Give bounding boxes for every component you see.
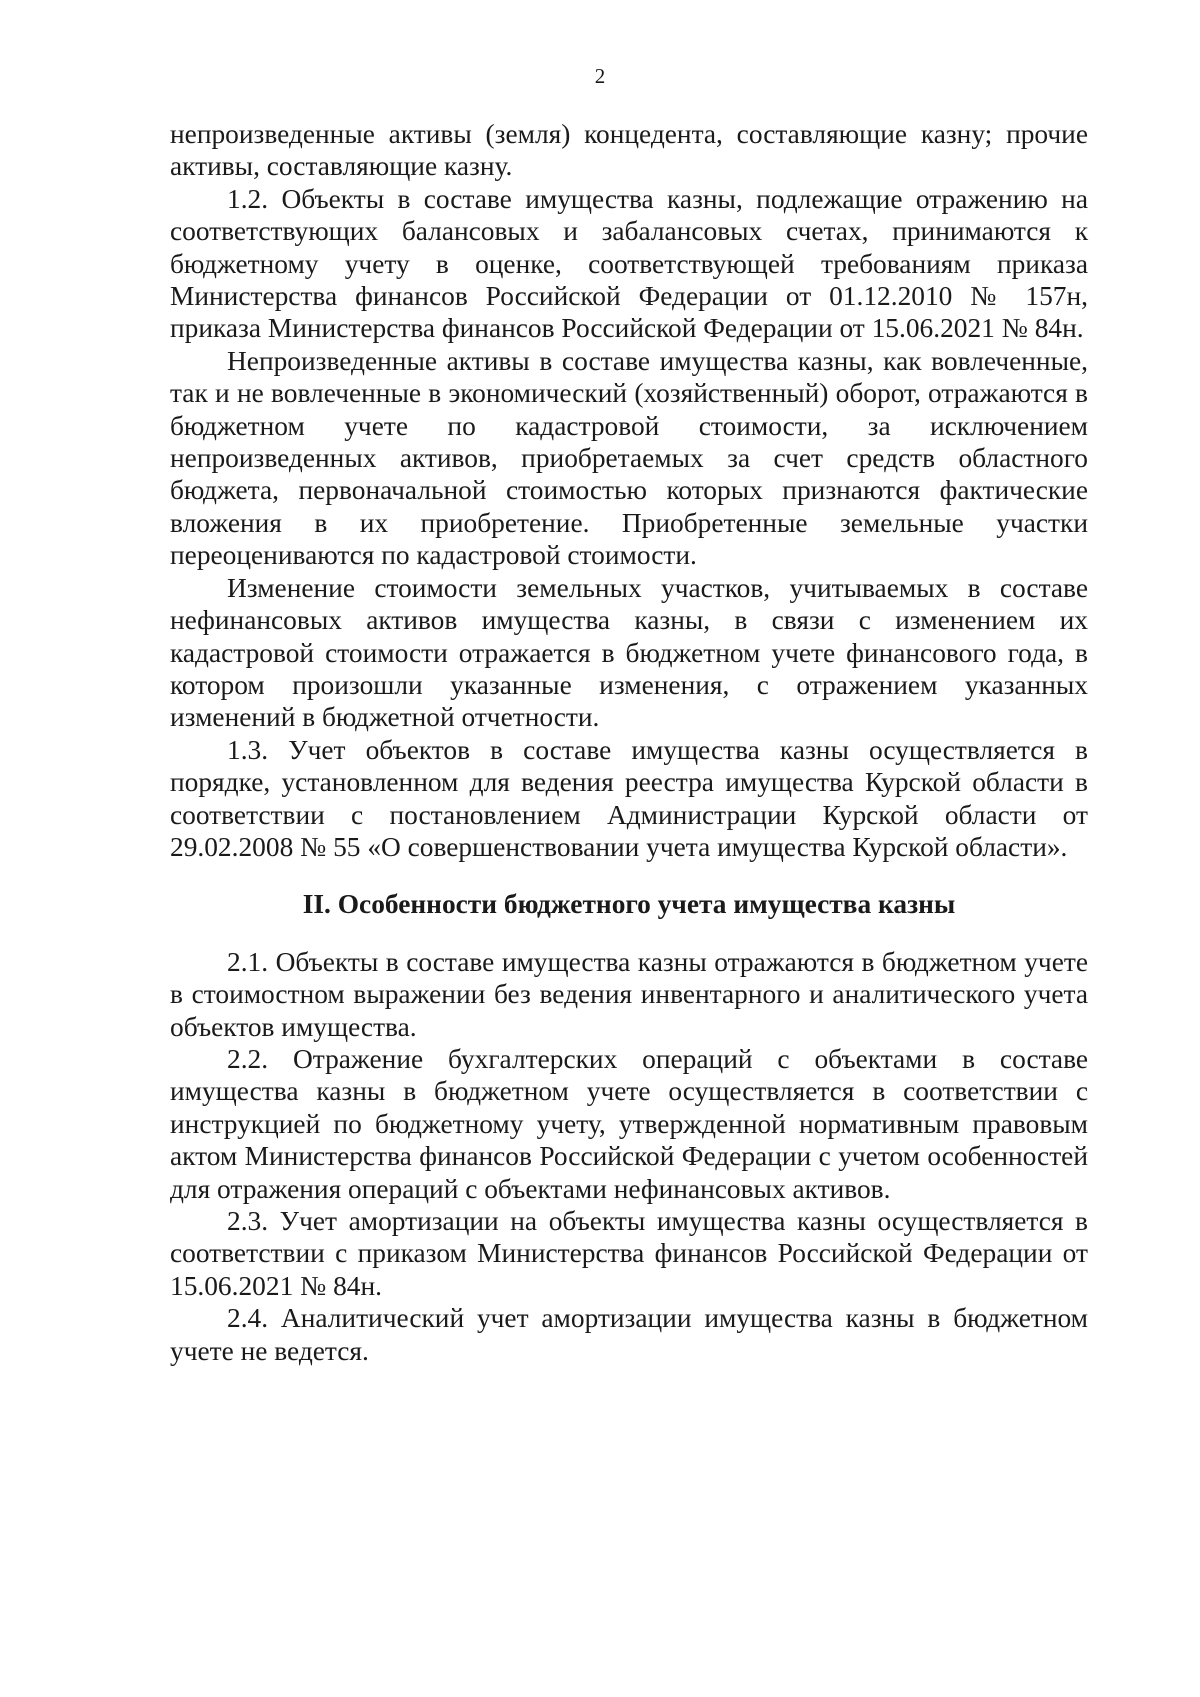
paragraph-2-3: 2.3. Учет амортизации на объекты имущества казны осуществляется в соответствии с приказом Министерства финансов Российской Федерации от 15.06.2021 № 84н. <box>170 1206 1088 1301</box>
paragraph-land-value-change: Изменение стоимости земельных участков, учитываемых в составе нефинансовых активов имущества казны, в связи с изменением их кадастровой стоимости отражается в бюджетном учете финансового года, в котором произошли указанные изменения, с отражением указанных изменений в бюджетной отчетности. <box>170 572 1088 733</box>
paragraph-1-2: 1.2. Объекты в составе имущества казны, подлежащие отражению на соответствующих балансовых и забалансовых счетах, принимаются к бюджетному учету в оценке, соответствующей требованиям приказа Министерства финансов Российской Федерации от 01.12.2010 № 157н, приказа Министерства финансов Российской Федерации от 15.06.2021 № 84н. <box>170 183 1088 344</box>
paragraph-non-produced-assets: Непроизведенные активы в составе имущества казны, как вовлеченные, так и не вовлеченные в экономический (хозяйственный) оборот, отражаются в бюджетном учете по кадастровой стоимости, за исключением непроизведенных активов, приобретаемых за счет средств областного бюджета, первоначальной стоимостью которых признаются фактические вложения в их приобретение. Приобретенные земельные участки переоцениваются по кадастровой стоимости. <box>170 345 1088 571</box>
paragraph-2-1: 2.1. Объекты в составе имущества казны отражаются в бюджетном учете в стоимостном выражении без ведения инвентарного и аналитического учета объектов имущества. <box>170 946 1088 1042</box>
document-body <box>170 118 1088 1367</box>
paragraph-2-4: 2.4. Аналитический учет амортизации имущества казны в бюджетном учете не ведется. <box>170 1303 1088 1366</box>
paragraph-1-3: 1.3. Учет объектов в составе имущества казны осуществляется в порядке, установленном для ведения реестра имущества Курской области в соответствии с постановлением Администрации Курской области от 29.02.2008 № 55 «О совершенствовании учета имущества Курской области». <box>170 734 1088 862</box>
paragraph-continuation: непроизведенные активы (земля) концедента, составляющие казну; прочие активы, составляющие казну. <box>170 119 1088 182</box>
section-heading-2: II. Особенности бюджетного учета имущества казны <box>302 889 956 920</box>
page-number: 2 <box>594 64 606 88</box>
paragraph-2-2: 2.2. Отражение бухгалтерских операций с объектами в составе имущества казны в бюджетном учете осуществляется в соответствии с инструкцией по бюджетному учету, утвержденной нормативным правовым актом Министерства финансов Российской Федерации с учетом особенностей для отражения операций с объектами нефинансовых активов. <box>170 1043 1088 1204</box>
